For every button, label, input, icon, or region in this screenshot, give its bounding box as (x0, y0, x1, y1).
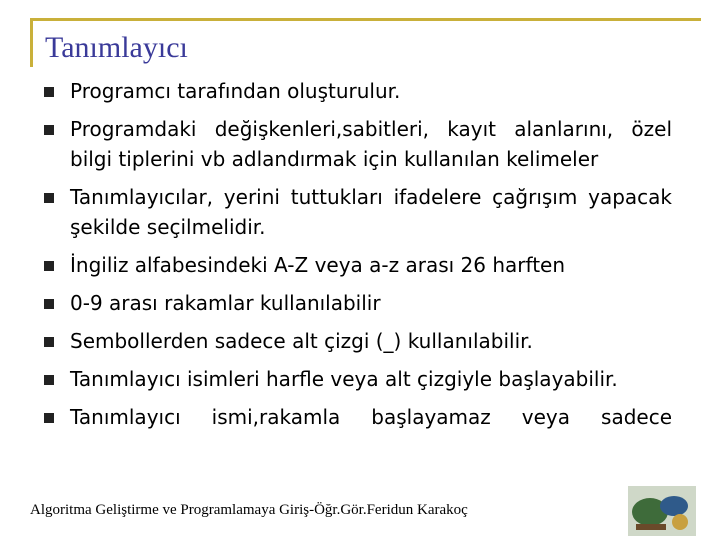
square-bullet-icon (44, 261, 54, 271)
bullet-item (40, 326, 672, 356)
bullet-item (40, 76, 672, 106)
square-bullet-icon (44, 337, 54, 347)
bullet-item (40, 114, 672, 174)
bullet-text: İngiliz alfabesindeki A-Z veya a-z arası 26 harften (70, 253, 566, 277)
square-bullet-icon (44, 375, 54, 385)
bullet-list (40, 76, 672, 440)
bullet-item (40, 182, 672, 242)
bullet-item (40, 288, 672, 318)
square-bullet-icon (44, 125, 54, 135)
bullet-text: Tanımlayıcılar, yerini tuttukları ifadelere çağrışım yapacak şekilde seçilmelidir. (70, 185, 672, 239)
slide-title: Tanımlayıcı (45, 31, 188, 64)
square-bullet-icon (44, 299, 54, 309)
footer-text: Algoritma Geliştirme ve Programlamaya Giriş-Öğr.Gör.Feridun Karakoç (30, 502, 468, 518)
title-frame (30, 18, 701, 67)
bullet-text: Programdaki değişkenleri,sabitleri, kayıt alanlarını, özel bilgi tiplerini vb adlandırmak için kullanılan kelimeler (70, 117, 672, 171)
square-bullet-icon (44, 193, 54, 203)
bullet-item (40, 250, 672, 280)
bullet-text: Tanımlayıcı ismi,rakamla başlayamaz veya sadece (70, 405, 672, 429)
bullet-text: 0-9 arası rakamlar kullanılabilir (70, 291, 381, 315)
square-bullet-icon (44, 413, 54, 423)
bullet-item (40, 402, 672, 432)
bullet-text: Sembollerden sadece alt çizgi (_) kullanılabilir. (70, 329, 533, 353)
bullet-text: Programcı tarafından oluşturulur. (70, 79, 401, 103)
bullet-text: Tanımlayıcı isimleri harfle veya alt çizgiyle başlayabilir. (70, 367, 618, 391)
square-bullet-icon (44, 87, 54, 97)
logo-icon (628, 486, 696, 536)
bullet-item (40, 364, 672, 394)
